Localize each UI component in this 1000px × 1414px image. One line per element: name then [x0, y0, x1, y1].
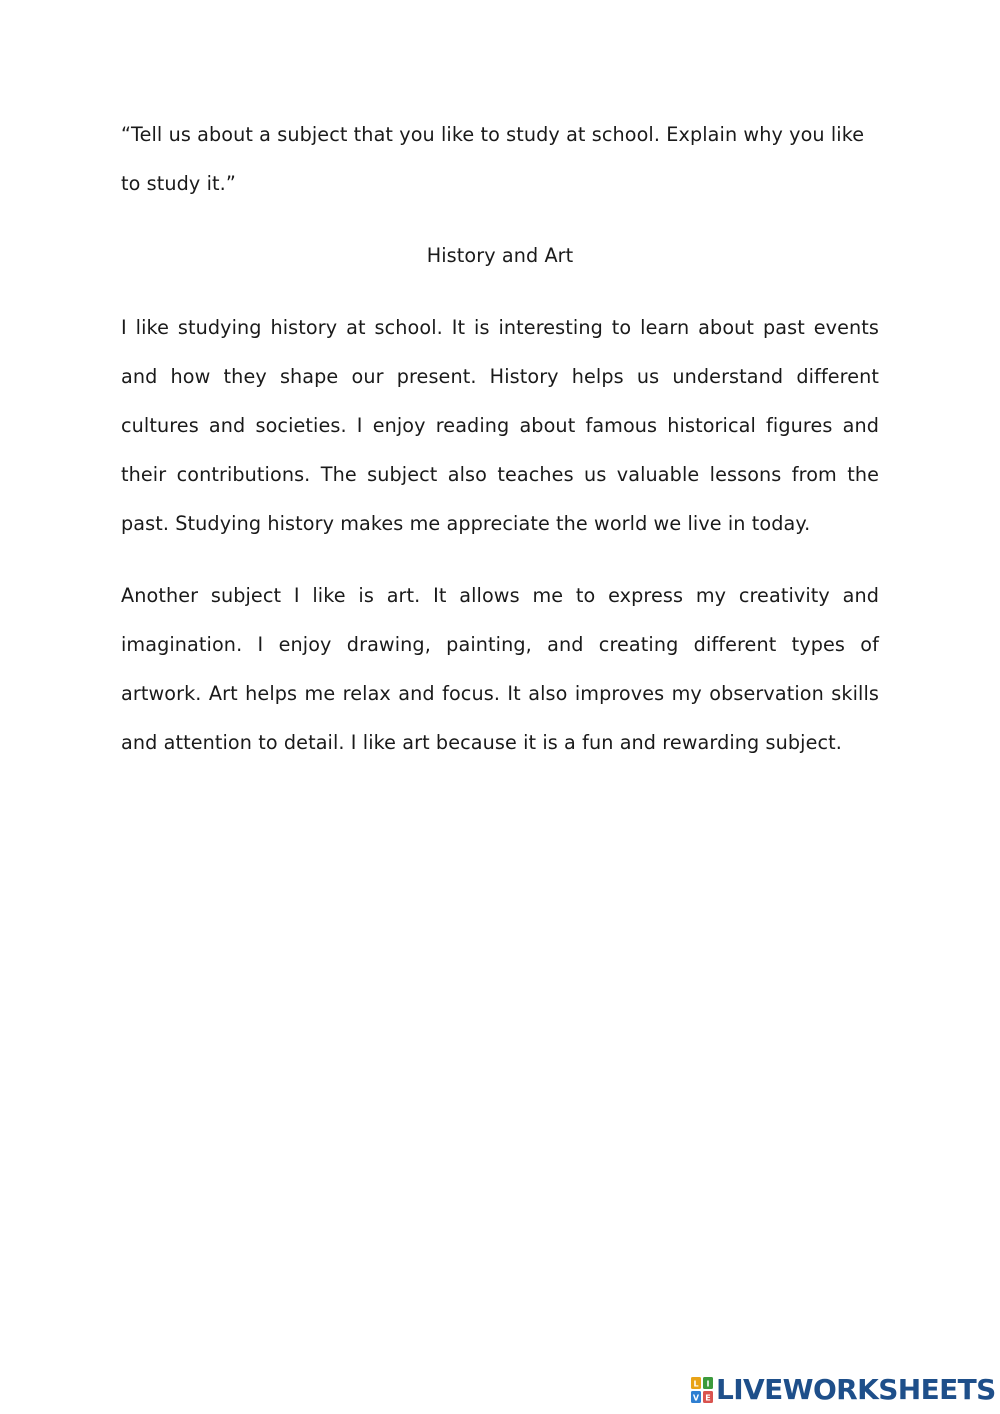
- writing-prompt: “Tell us about a subject that you like to study at school. Explain why you like to study it.”: [121, 123, 865, 195]
- watermark-text: LIVEWORKSHEETS: [716, 1373, 996, 1406]
- liveworksheets-watermark: [691, 1374, 996, 1406]
- svg-text:L: L: [693, 1379, 699, 1389]
- document-body: [121, 110, 879, 767]
- svg-text:I: I: [706, 1379, 710, 1389]
- essay-title: History and Art: [426, 244, 574, 267]
- svg-text:E: E: [705, 1393, 711, 1403]
- liveworksheets-logo-icon: [691, 1377, 713, 1403]
- paragraph-art: Another subject I like is art. It allows me to express my creativity and imagination. I enjoy drawing, painting, and creating different types of artwork. Art helps me relax and focus. It also improves my observation skills and attention to detail. I like art because it is a fun and rewarding subject.: [121, 584, 879, 754]
- paragraph-history: I like studying history at school. It is interesting to learn about past events and how they shape our present. History helps us understand different cultures and societies. I enjoy reading about famous historical figures and their contributions. The subject also teaches us valuable lessons from the past. Studying history makes me appreciate the world we live in today.: [121, 316, 879, 535]
- svg-text:V: V: [692, 1393, 700, 1403]
